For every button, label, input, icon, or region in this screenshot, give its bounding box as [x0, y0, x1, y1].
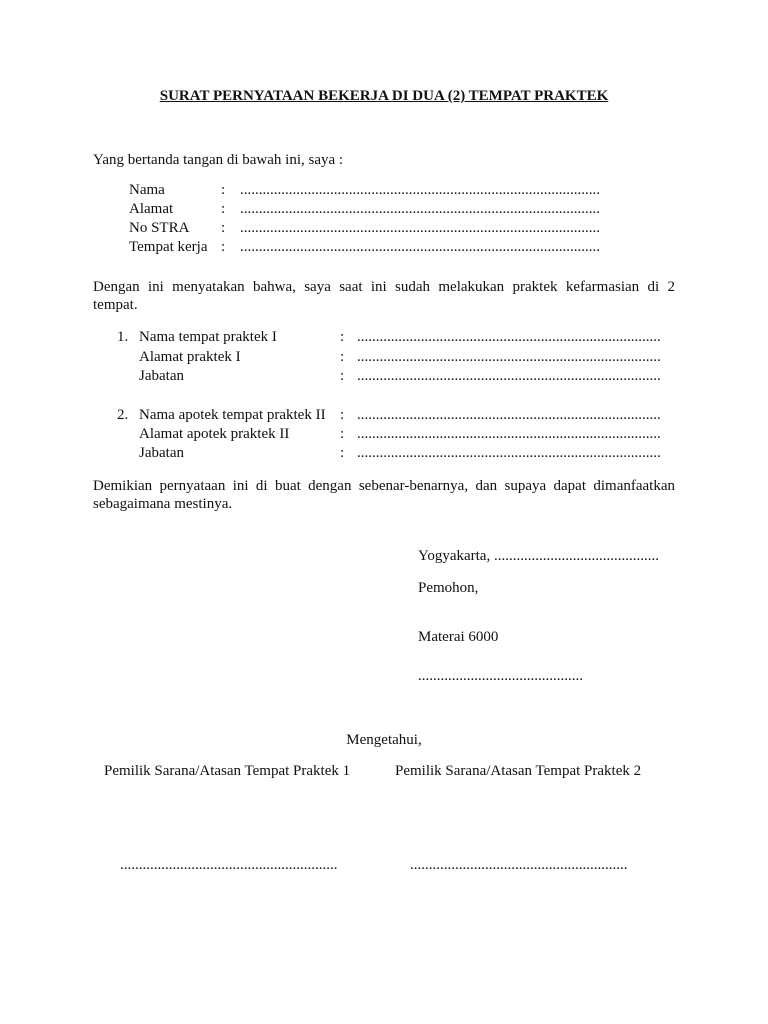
acknowledged-label: Mengetahui,: [346, 732, 422, 748]
applicant-name-line: ............................................: [418, 668, 583, 684]
place-2-address-label: Alamat apotek praktek II: [139, 426, 290, 442]
identity-label-no-stra: No STRA: [129, 220, 190, 236]
identity-colon: :: [221, 201, 226, 217]
identity-colon: :: [221, 182, 226, 198]
identity-dots-no-stra: ................................................................................................: [240, 220, 600, 236]
place-number: 1.: [117, 329, 129, 345]
place-2-position-label: Jabatan: [139, 445, 184, 461]
document-title: SURAT PERNYATAAN BEKERJA DI DUA (2) TEMPAT PRAKTEK: [159, 88, 609, 104]
place-colon: :: [340, 329, 345, 345]
identity-colon: :: [221, 239, 226, 255]
place-2-address-dots: .................................................................................: [357, 426, 661, 442]
identity-label-tempat-kerja: Tempat kerja: [129, 239, 208, 255]
identity-label-alamat: Alamat: [129, 201, 174, 217]
place-1-position-label: Jabatan: [139, 368, 184, 384]
identity-dots-nama: ................................................................................................: [240, 182, 600, 198]
place-colon: :: [340, 349, 345, 365]
place-1-name-label: Nama tempat praktek I: [139, 329, 277, 345]
statement-line-2: tempat.: [93, 297, 138, 313]
identity-dots-tempat-kerja: ................................................................................................: [240, 239, 600, 255]
closing-line-2: sebagaimana mestinya.: [93, 496, 233, 512]
intro-text: Yang bertanda tangan di bawah ini, saya :: [93, 152, 344, 168]
place-1-position-dots: .................................................................................: [357, 368, 661, 384]
place-1-address-label: Alamat praktek I: [139, 349, 241, 365]
place-number: 2.: [117, 407, 129, 423]
owner-1-signature-line: ..........................................................: [120, 857, 338, 873]
place-2-name-label: Nama apotek tempat praktek II: [139, 407, 326, 423]
closing-line-1: Demikian pernyataan ini di buat dengan sebenar-benarnya, dan supaya dapat dimanfaatkan: [93, 478, 675, 494]
identity-colon: :: [221, 220, 226, 236]
statement-line-1: Dengan ini menyatakan bahwa, saya saat ini sudah melakukan praktek kefarmasian di 2: [93, 279, 675, 295]
identity-label-nama: Nama: [129, 182, 165, 198]
place-colon: :: [340, 407, 345, 423]
place-colon: :: [340, 368, 345, 384]
applicant-label: Pemohon,: [418, 580, 479, 596]
identity-dots-alamat: ................................................................................................: [240, 201, 600, 217]
place-2-name-dots: .................................................................................: [357, 407, 661, 423]
owner-1-title: Pemilik Sarana/Atasan Tempat Praktek 1: [104, 763, 351, 779]
owner-2-title: Pemilik Sarana/Atasan Tempat Praktek 2: [395, 763, 642, 779]
place-date: Yogyakarta, ............................................: [418, 548, 659, 564]
stamp-label: Materai 6000: [418, 629, 499, 645]
owner-2-signature-line: ..........................................................: [410, 857, 628, 873]
place-colon: :: [340, 426, 345, 442]
place-1-name-dots: .................................................................................: [357, 329, 661, 345]
place-1-address-dots: .................................................................................: [357, 349, 661, 365]
place-2-position-dots: .................................................................................: [357, 445, 661, 461]
place-colon: :: [340, 445, 345, 461]
